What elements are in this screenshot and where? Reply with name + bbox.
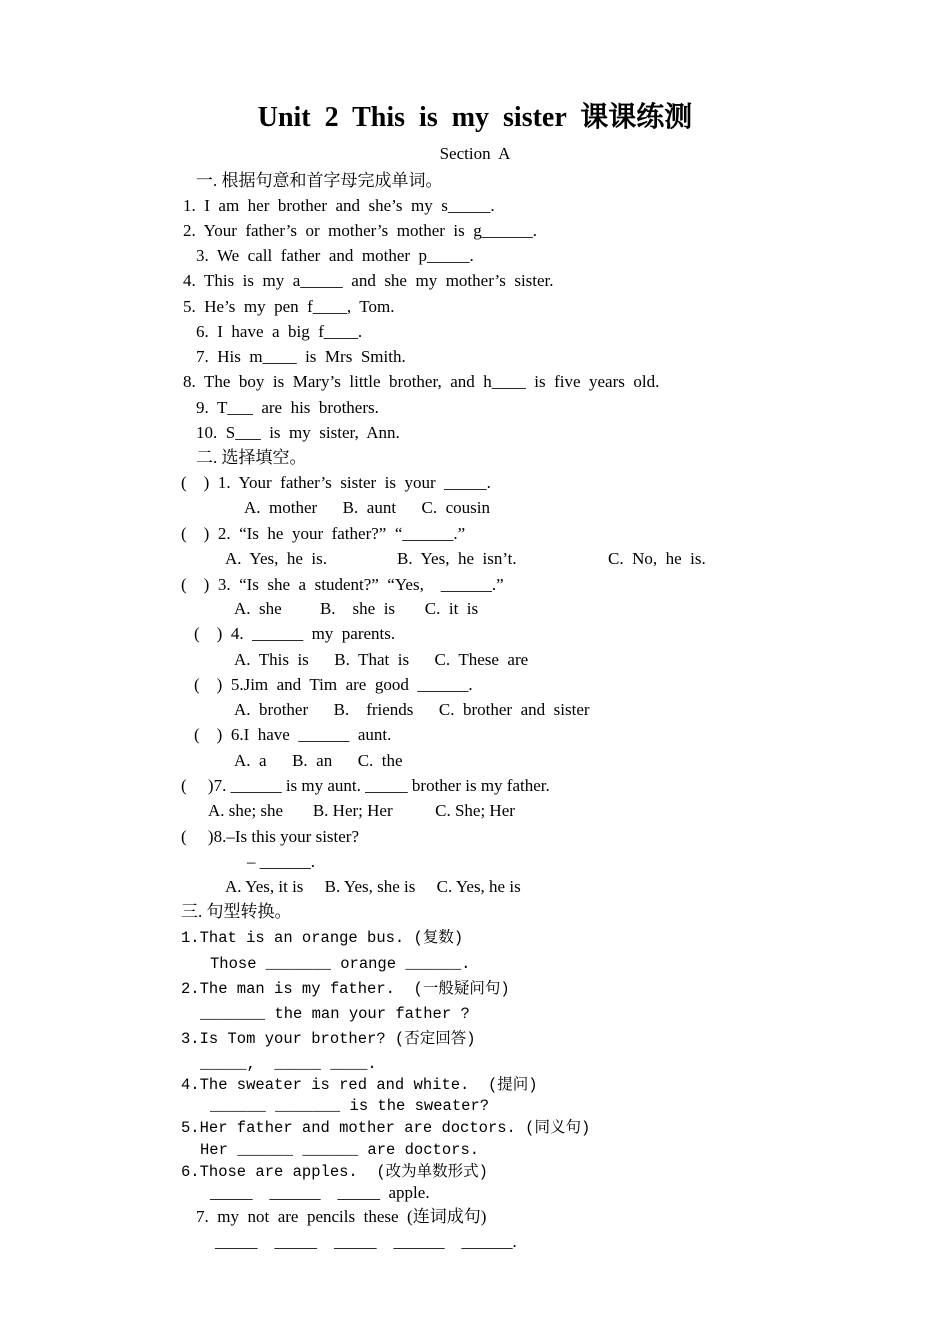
part1-item-9: 9. T___ are his brothers. — [196, 398, 379, 417]
part2-options-6: A. a B. an C. the — [234, 751, 403, 770]
part3-sentence-2: 2.The man is my father. (一般疑问句) — [181, 980, 510, 998]
part1-item-3: 3. We call father and mother p_____. — [196, 246, 474, 265]
part2-option-2b: B. Yes, he isn’t. — [397, 549, 517, 568]
page-title: Unit 2 This is my sister 课课练测 — [257, 102, 693, 133]
part3-sentence-5: 5.Her father and mother are doctors. (同义句) — [181, 1119, 591, 1137]
part2-options-3: A. she B. she is C. it is — [234, 599, 479, 618]
part2-question-2: ( ) 2. “Is he your father?” “______.” — [181, 524, 466, 543]
part1-item-1: 1. I am her brother and she’s my s_____. — [183, 196, 495, 215]
part1-item-2: 2. Your father’s or mother’s mother is g______. — [183, 221, 537, 240]
part3-answer-7: _____ _____ _____ ______ ______. — [215, 1232, 517, 1251]
part3-answer-5: Her ______ ______ are doctors. — [200, 1141, 480, 1159]
part2-options-5: A. brother B. friends C. brother and sister — [234, 700, 590, 719]
part2-question-8: ( )8.–Is this your sister? — [181, 827, 360, 846]
part3-sentence-7: 7. my not are pencils these (连词成句) — [196, 1207, 487, 1226]
part1-item-10: 10. S___ is my sister, Ann. — [196, 423, 400, 442]
part2-question-3: ( ) 3. “Is she a student?” “Yes, ______.” — [181, 575, 504, 594]
part3-answer-4: ______ _______ is the sweater? — [210, 1097, 490, 1115]
part2-question-1: ( ) 1. Your father’s sister is your _____. — [181, 473, 491, 492]
part1-item-8: 8. The boy is Mary’s little brother, and h____ is five years old. — [183, 372, 660, 391]
part1-heading: 一. 根据句意和首字母完成单词。 — [196, 171, 443, 190]
part3-sentence-3: 3.Is Tom your brother? (否定回答) — [181, 1030, 476, 1048]
part2-options-4: A. This is B. That is C. These are — [234, 650, 529, 669]
part3-sentence-1: 1.That is an orange bus. (复数) — [181, 929, 464, 947]
part2-heading: 二. 选择填空。 — [196, 448, 307, 467]
part1-item-7: 7. His m____ is Mrs Smith. — [196, 347, 406, 366]
part2-option-2a: A. Yes, he is. — [225, 549, 328, 568]
part2-question-5: ( ) 5.Jim and Tim are good ______. — [194, 675, 473, 694]
part1-item-5: 5. He’s my pen f____, Tom. — [183, 297, 395, 316]
part3-answer-3: _____, _____ ____. — [200, 1055, 377, 1073]
part2-option-2c: C. No, he is. — [608, 549, 706, 568]
part3-heading: 三. 句型转换。 — [181, 902, 292, 921]
part3-answer-1: Those _______ orange ______. — [210, 955, 471, 973]
part2-options-1: A. mother B. aunt C. cousin — [244, 498, 491, 517]
part3-sentence-4: 4.The sweater is red and white. (提问) — [181, 1076, 538, 1094]
part2-options-7: A. she; she B. Her; Her C. She; Her — [208, 801, 515, 820]
part3-answer-6: _____ ______ _____ apple. — [210, 1183, 430, 1202]
part1-item-4: 4. This is my a_____ and she my mother’s sister. — [183, 271, 554, 290]
part3-answer-2: _______ the man your father ? — [200, 1005, 470, 1023]
part3-sentence-6: 6.Those are apples. (改为单数形式) — [181, 1163, 488, 1181]
part1-item-6: 6. I have a big f____. — [196, 322, 363, 341]
part2-question-4: ( ) 4. ______ my parents. — [194, 624, 396, 643]
section-label: Section A — [439, 144, 511, 163]
part2-options-8: A. Yes, it is B. Yes, she is C. Yes, he is — [225, 877, 521, 896]
part2-question-7: ( )7. ______ is my aunt. _____ brother is my father. — [181, 776, 550, 795]
part2-question-6: ( ) 6.I have ______ aunt. — [194, 725, 392, 744]
part2-answer-8: – ______. — [247, 852, 315, 871]
